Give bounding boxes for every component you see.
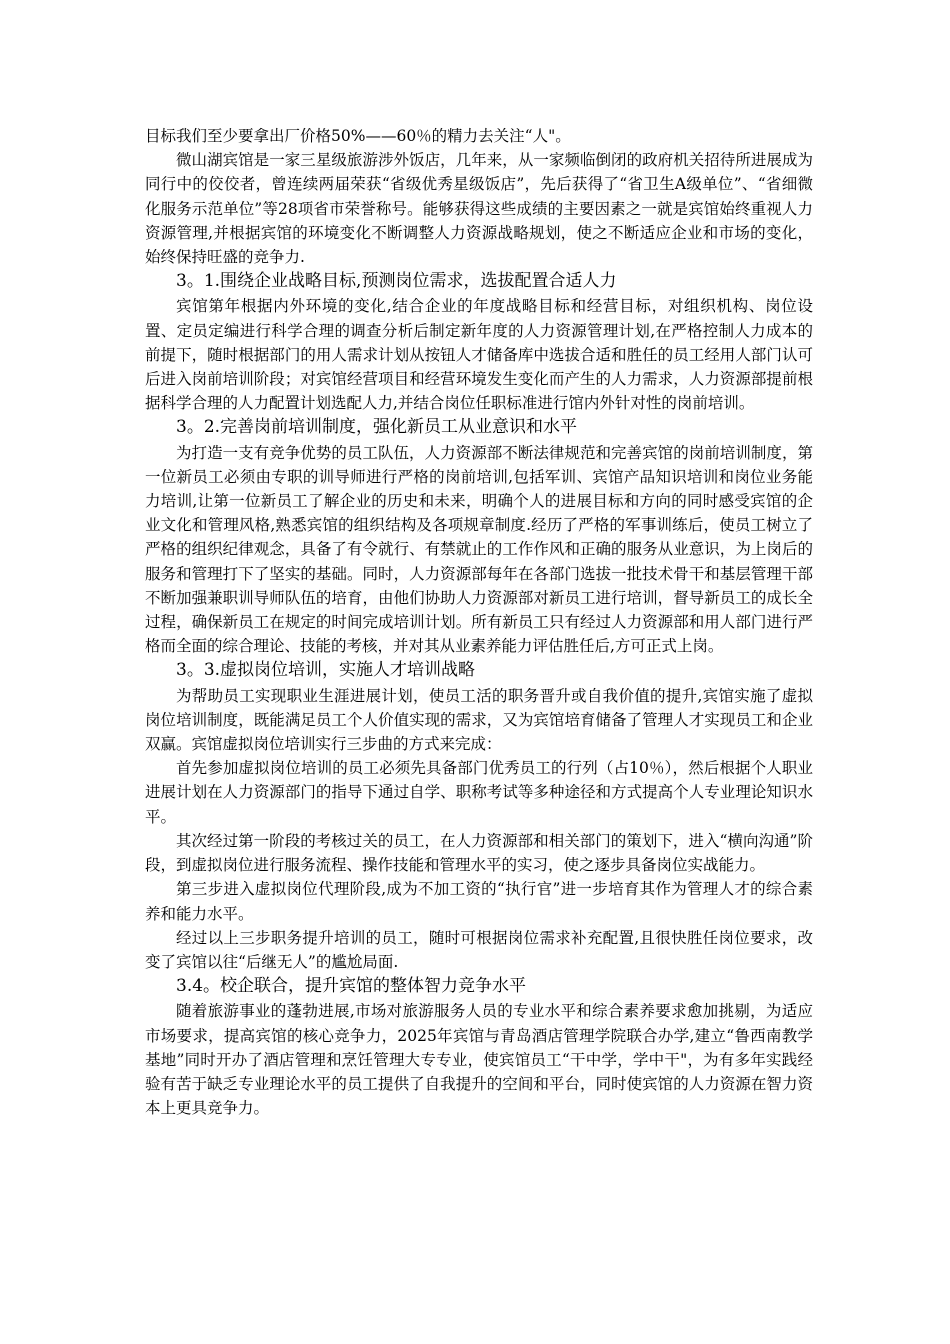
paragraph-pre-job-training: 为打造一支有竞争优势的员工队伍，人力资源部不断法律规范和完善宾馆的岗前培训制度，第一位新员工必须由专职的训导师进行严格的岗前培训,包括军训、宾馆产品知识培训和岗位业务能力培训,让第一位新员工了解企业的历史和未来，明确个人的进展目标和方向的同时感受宾馆的企业文化和管理风格,熟悉宾馆的组织结构及各项规章制度.经历了严格的军事训练后，使员工树立了严格的组织纪律观念，具备了有令就行、有禁就止的工作作风和正确的服务从业意识，为上岗后的服务和管理打下了坚实的基础。同时，人力资源部每年在各部门选拔一批技术骨干和基层管理干部不断加强兼职训导师队伍的培育，由他们协助人力资源部对新员工进行培训，督导新员工的成长全过程，确保新员工在规定的时间完成培训计划。所有新员工只有经过人力资源部和用人部门进行严格而全面的综合理论、技能的考核，并对其从业素养能力评估胜任后,方可正式上岗。 [145, 443, 813, 656]
paragraph-step-three: 第三步进入虚拟岗位代理阶段,成为不加工资的“执行官”进一步培育其作为管理人才的综合素养和能力水平。 [145, 880, 813, 923]
paragraph-step-two: 其次经过第一阶段的考核过关的员工，在人力资源部和相关部门的策划下，进入“横向沟通”阶段，到虚拟岗位进行服务流程、操作技能和管理水平的实习，使之逐步具备岗位实战能力。 [145, 831, 813, 875]
paragraph-virtual-post-intro: 为帮助员工实现职业生涯进展计划，使员工活的职务晋升或自我价值的提升,宾馆实施了虚拟岗位培训制度，既能满足员工个人价值实现的需求，又为宾馆培育储备了管理人才实现员工和企业双赢。宾馆虚拟岗位培训实行三步曲的方式来完成： [145, 686, 813, 754]
paragraph-school-enterprise: 随着旅游事业的蓬勃进展,市场对旅游服务人员的专业水平和综合素养要求愈加挑剔，为适应市场要求，提高宾馆的核心竞争力，2025年宾馆与青岛酒店管理学院联合办学,建立“鲁西南教学基地”同时开办了酒店管理和烹饪管理大专专业，使宾馆员工“干中学，学中干"，为有多年实践经验有苦于缺乏专业理论水平的员工提供了自我提升的空间和平台，同时使宾馆的人力资源在智力资本上更具竞争力。 [145, 1002, 813, 1118]
section-heading-3-4: 3.4。校企联合，提升宾馆的整体智力竞争水平 [176, 976, 527, 997]
paragraph-step-one: 首先参加虚拟岗位培训的员工必须先具备部门优秀员工的行列（占10％），然后根据个人职业进展计划在人力资源部门的指导下通过自学、职称考试等多种途径和方式提高个人专业理论知识水平。 [145, 759, 813, 826]
paragraph-steps-result: 经过以上三步职务提升培训的员工，随时可根据岗位需求补充配置,且很快胜任岗位要求，改变了宾馆以往“后继无人”的尴尬局面. [145, 928, 813, 971]
paragraph-staffing-plan: 宾馆第年根据内外环境的变化,结合企业的年度战略目标和经营目标，对组织机构、岗位设置、定员定编进行科学合理的调查分析后制定新年度的人力资源管理计划,在严格控制人力成本的前提下，随时根据部门的用人需求计划从按钮人才储备库中选拔合适和胜任的员工经用人部门认可后进入岗前培训阶段；对宾馆经营项目和经营环境发生变化而产生的人力需求，人力资源部提前根据科学合理的人力配置计划选配人力,并结合岗位任职标准进行馆内外针对性的岗前培训。 [145, 297, 813, 413]
section-heading-3-2: 3。2.完善岗前培训制度，强化新员工从业意识和水平 [176, 417, 578, 438]
paragraph-intro-continuation: 目标我们至少要拿出厂价格50%——60％的精力去关注“人"。 [145, 127, 571, 145]
document-page [145, 124, 813, 1120]
section-heading-3-1: 3。1.围绕企业战略目标,预测岗位需求，选拔配置合适人力 [176, 271, 617, 292]
paragraph-hotel-overview: 微山湖宾馆是一家三星级旅游涉外饭店，几年来，从一家频临倒闭的政府机关招待所进展成为同行中的佼佼者，曾连续两届荣获“省级优秀星级饭店”，先后获得了“省卫生A级单位”、“省细微化服务示范单位”等28项省市荣誉称号。能够获得这些成绩的主要因素之一就是宾馆始终重视人力资源管理,并根据宾馆的环境变化不断调整人力资源战略规划，使之不断适应企业和市场的变化，始终保持旺盛的竞争力. [145, 151, 813, 267]
section-heading-3-3: 3。3.虚拟岗位培训，实施人才培训战略 [176, 660, 476, 681]
